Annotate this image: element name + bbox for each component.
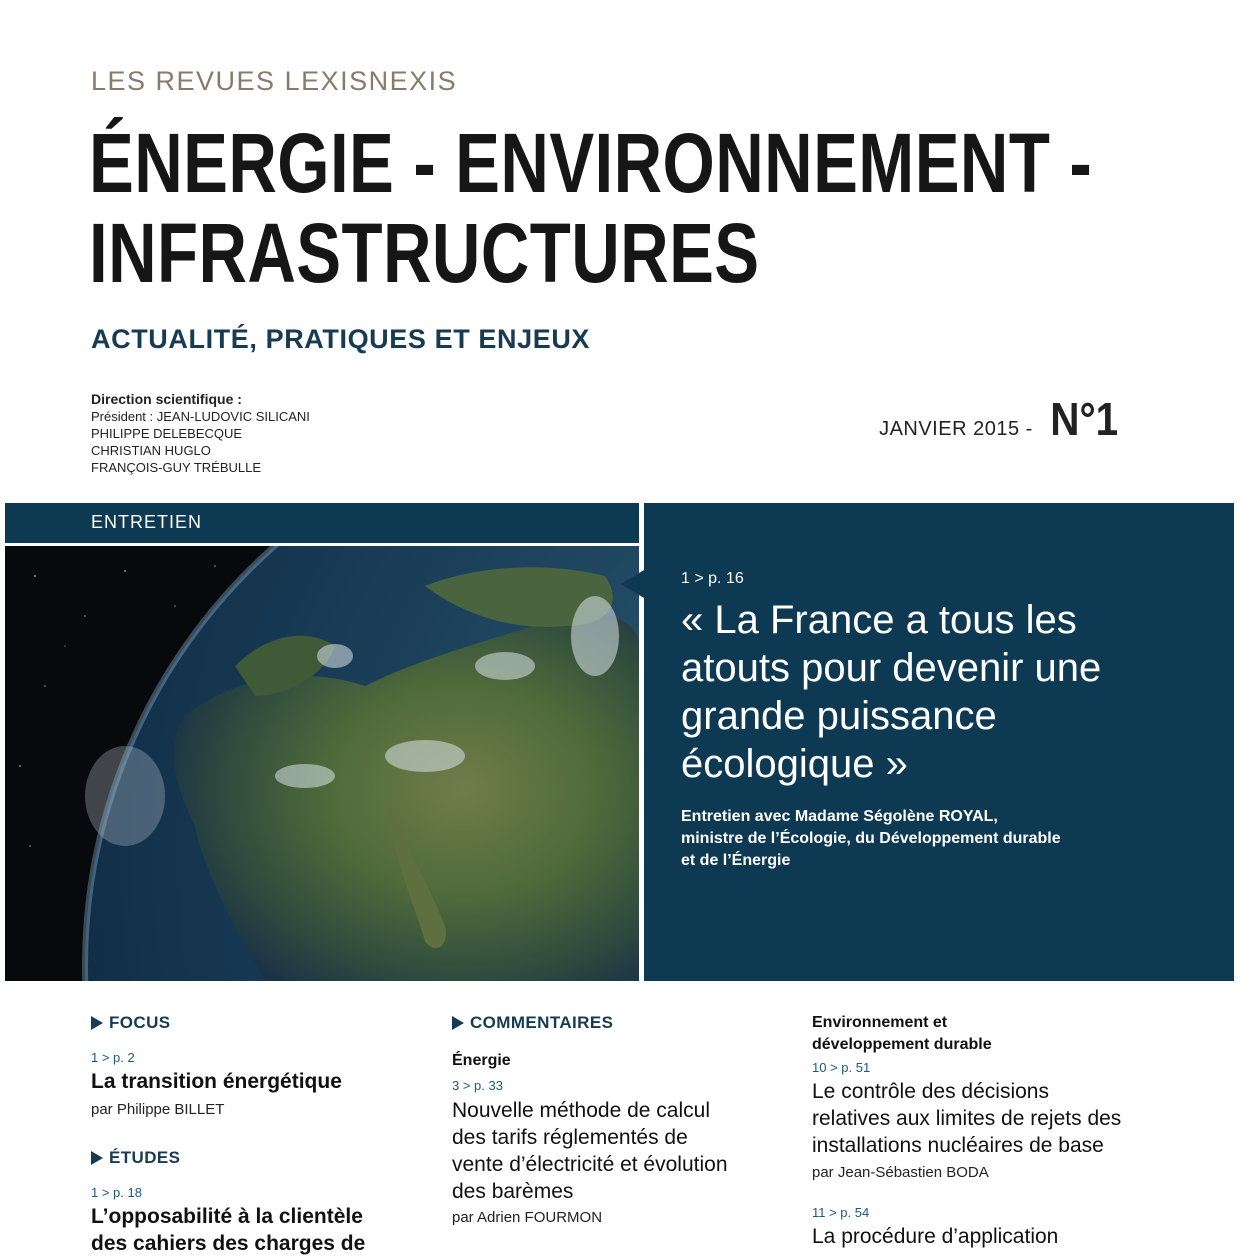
environnement-author-1: par Jean-Sébastien BODA — [812, 1164, 989, 1181]
issue-info — [879, 392, 1118, 446]
section-heading-label: ÉTUDES — [109, 1148, 181, 1167]
title-line: installations nucléaires de base — [812, 1134, 1104, 1157]
commentaires-author: par Adrien FOURMON — [452, 1209, 603, 1226]
earth-globe-icon — [5, 546, 639, 981]
journal-title-line-2: INFRASTRUCTURES — [89, 206, 760, 300]
board-heading: Direction scientifique : — [91, 391, 242, 407]
environnement-rubric — [812, 1012, 992, 1056]
publisher-name: LES REVUES LEXISNEXIS — [91, 66, 458, 96]
board-member: Président : JEAN-LUDOVIC SILICANI — [91, 409, 310, 424]
editorial-board — [91, 391, 310, 476]
environnement-article-title-1[interactable] — [812, 1078, 1121, 1159]
section-heading-label: COMMENTAIRES — [470, 1013, 614, 1032]
board-member: FRANÇOIS-GUY TRÉBULLE — [91, 460, 262, 475]
commentaires-page-ref[interactable]: 3 > p. 33 — [452, 1078, 503, 1093]
board-member: PHILIPPE DELEBECQUE — [91, 426, 242, 441]
focus-article-title[interactable]: La transition énergétique — [91, 1070, 342, 1093]
title-line: vente d’électricité et évolution — [452, 1153, 728, 1176]
section-heading-commentaires — [452, 1013, 613, 1033]
etudes-page-ref[interactable]: 1 > p. 18 — [91, 1185, 142, 1200]
feature-quote: « La France a tous les atouts pour devenir une grande puissance écologique » — [681, 598, 1102, 786]
triangle-bullet-icon — [91, 1151, 103, 1165]
commentaires-article-title[interactable] — [452, 1097, 728, 1205]
issue-number: N°1 — [1050, 393, 1118, 445]
rubric-line: développement durable — [812, 1036, 992, 1053]
title-line: des barèmes — [452, 1180, 574, 1203]
etudes-article-title[interactable]: L’opposabilité à la clientèle — [91, 1205, 363, 1228]
journal-title-line-1: ÉNERGIE - ENVIRONNEMENT - — [89, 116, 1093, 210]
title-line: relatives aux limites de rejets des — [812, 1107, 1122, 1130]
caption-line: Entretien avec Madame Ségolène ROYAL, — [681, 808, 998, 825]
focus-page-ref[interactable]: 1 > p. 2 — [91, 1050, 135, 1065]
board-member: CHRISTIAN HUGLO — [91, 443, 211, 458]
rubric-line: Environnement et — [812, 1014, 948, 1031]
focus-author: par Philippe BILLET — [91, 1101, 225, 1118]
issue-date: JANVIER 2015 - — [879, 418, 1033, 440]
caption-line: et de l’Énergie — [681, 852, 791, 869]
earth-globe-image — [5, 546, 639, 981]
etudes-article-title-cut[interactable]: des cahiers des charges de — [91, 1232, 366, 1255]
journal-title — [89, 118, 1092, 298]
feature-caption — [681, 806, 1151, 872]
environnement-page-ref-2[interactable]: 11 > p. 54 — [812, 1205, 870, 1220]
section-label: ENTRETIEN — [91, 512, 203, 532]
environnement-article-title-2[interactable]: La procédure d’application — [812, 1225, 1059, 1248]
panel-pointer — [621, 570, 644, 598]
triangle-bullet-icon — [91, 1016, 103, 1030]
environnement-page-ref-1[interactable]: 10 > p. 51 — [812, 1060, 871, 1075]
title-line: Le contrôle des décisions — [812, 1080, 1049, 1103]
commentaires-rubric: Énergie — [452, 1052, 511, 1069]
title-line: des tarifs réglementés de — [452, 1126, 688, 1149]
caption-line: ministre de l’Écologie, du Développement durable — [681, 830, 1061, 847]
section-heading-etudes — [91, 1148, 180, 1168]
title-line: Nouvelle méthode de calcul — [452, 1099, 710, 1122]
section-heading-focus — [91, 1013, 171, 1033]
triangle-bullet-icon — [452, 1016, 464, 1030]
journal-subtitle: ACTUALITÉ, PRATIQUES ET ENJEUX — [91, 324, 591, 354]
section-heading-label: FOCUS — [109, 1013, 171, 1032]
feature-page-ref[interactable]: 1 > p. 16 — [681, 570, 744, 587]
